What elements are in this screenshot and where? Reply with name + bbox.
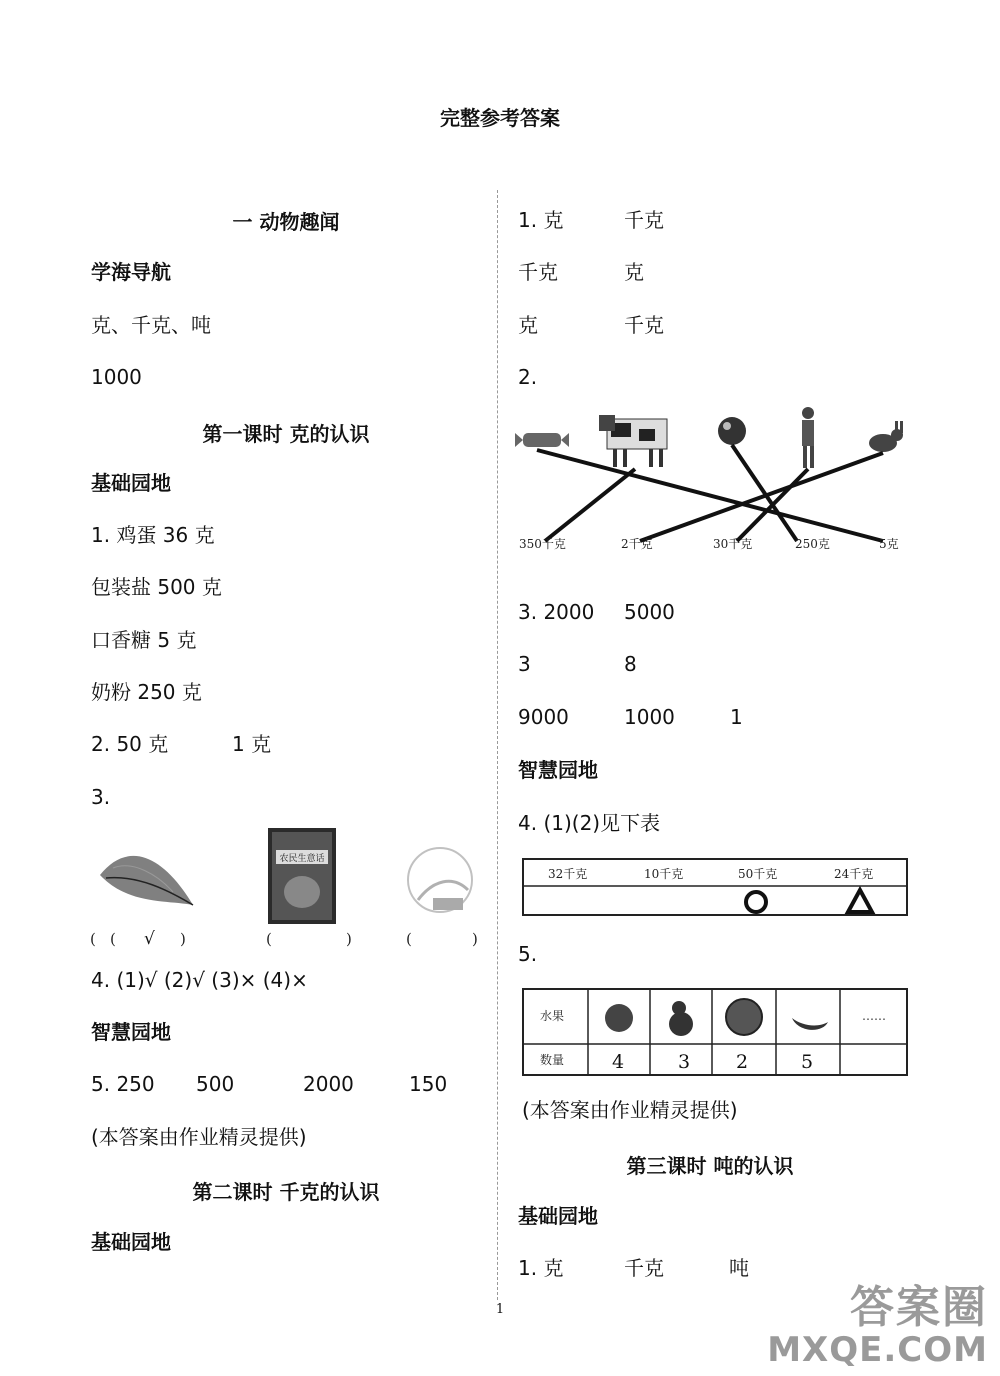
q5-count-1: 4 [612,1051,625,1073]
r-q3-r1b: 5000 [624,600,675,624]
ball-image [408,848,472,912]
r-q1-r1b: 千克 [624,208,664,232]
matching-figure [515,405,910,555]
book-cover-text: 农民生意话 [279,854,325,864]
r-zhihui: 智慧园地 [518,758,598,782]
r-q3-r3c: 1 [730,705,743,729]
lesson3-title: 第三课时 吨的认识 [626,1154,794,1178]
feather-paren-right: ) [180,930,186,948]
lesson1-zhihui: 智慧园地 [91,1020,171,1044]
r-q3-r1a: 3. 2000 [518,600,595,624]
page-title: 完整参考答案 [440,106,560,130]
lesson2-title: 第二课时 千克的认识 [192,1180,380,1204]
lesson1-q5d: 150 [409,1072,448,1096]
xuehai-line1: 克、千克、吨 [91,313,211,337]
q3-picture-strip [88,820,480,950]
lesson1-q5b: 500 [196,1072,235,1096]
lesson1-q1d: 奶粉 250 克 [91,680,202,704]
watermark-line1: 答案圈 [850,1282,988,1333]
lesson1-jichu: 基础园地 [91,471,171,495]
orange-icon [726,999,762,1035]
ball-paren-right: ) [472,930,478,948]
page-number: 1 [495,1302,505,1317]
match-label-3: 30千克 [713,537,753,551]
q5-row1-head: 水果 [540,1009,565,1023]
lesson3-q1a: 1. 克 [518,1256,564,1280]
r-q3-r2b: 8 [624,652,637,676]
lesson1-q3: 3. [91,785,111,809]
q5-count-2: 3 [678,1051,691,1073]
r-q5: 5. [518,942,538,966]
r-q1-r3a: 克 [518,313,538,337]
lesson3-q1c: 吨 [729,1256,749,1280]
q5-table [522,988,908,1076]
lesson1-q5a: 5. 250 [91,1072,155,1096]
apple-image [718,417,746,445]
unit-title: 一 动物趣闻 [232,210,340,234]
match-label-4: 250克 [795,537,830,551]
q4-cell-3: 50千克 [738,867,778,881]
candy-image [515,433,569,447]
feather-paren-left2: ( [110,930,116,948]
lesson1-q1a: 1. 鸡蛋 36 克 [91,523,215,547]
q5-count-4: 5 [801,1051,814,1073]
person-image [802,407,814,468]
column-divider [497,190,498,1300]
q4-cell-2: 10千克 [644,867,684,881]
lesson1-q1b: 包装盐 500 克 [91,575,222,599]
r-q1-r2b: 克 [624,260,644,284]
r-q3-r3a: 9000 [518,705,569,729]
lesson1-title: 第一课时 克的认识 [202,422,370,446]
lesson3-jichu: 基础园地 [518,1204,598,1228]
xuehai-heading: 学海导航 [91,260,171,284]
r-q1-r3b: 千克 [624,313,664,337]
feather-paren-left: ( [90,930,96,948]
book-paren-right: ) [346,930,352,948]
feather-check: √ [144,929,155,949]
watermark-line2: MXQE.COM [767,1330,988,1370]
site-watermark [767,1284,988,1368]
lesson1-q2-val: 1 克 [232,732,272,756]
lesson1-q2-num: 2. 50 克 [91,732,169,756]
match-label-1: 350千克 [519,537,566,551]
r-q1-r1a: 1. 克 [518,208,564,232]
lesson1-q5c: 2000 [303,1072,354,1096]
r-credit: (本答案由作业精灵提供) [522,1098,738,1122]
match-label-5: 5克 [879,537,899,551]
cow-image [599,415,667,467]
r-q3-r3b: 1000 [624,705,675,729]
q4-table [522,858,908,916]
lesson2-jichu: 基础园地 [91,1230,171,1254]
book-paren-left: ( [266,930,272,948]
r-q3-r2a: 3 [518,652,531,676]
match-label-2: 2千克 [621,537,653,551]
lesson1-q4: 4. (1)√ (2)√ (3)× (4)× [91,968,308,992]
r-q4: 4. (1)(2)见下表 [518,811,661,835]
lesson1-q1c: 口香糖 5 克 [91,628,197,652]
r-q1-r2a: 千克 [518,260,558,284]
book-image [268,828,336,924]
q5-row2-head: 数量 [540,1053,565,1067]
ball-paren-left: ( [406,930,412,948]
r-q2: 2. [518,365,538,389]
xuehai-line2: 1000 [91,365,142,389]
feather-image [100,856,193,905]
q5-more: …… [862,1009,886,1023]
q4-cell-1: 32千克 [548,867,588,881]
q5-count-3: 2 [736,1051,749,1073]
q4-cell-4: 24千克 [834,867,874,881]
apple-icon [605,1004,633,1032]
rabbit-image [869,421,903,452]
lesson3-q1b: 千克 [624,1256,664,1280]
lesson1-credit: (本答案由作业精灵提供) [91,1125,307,1149]
